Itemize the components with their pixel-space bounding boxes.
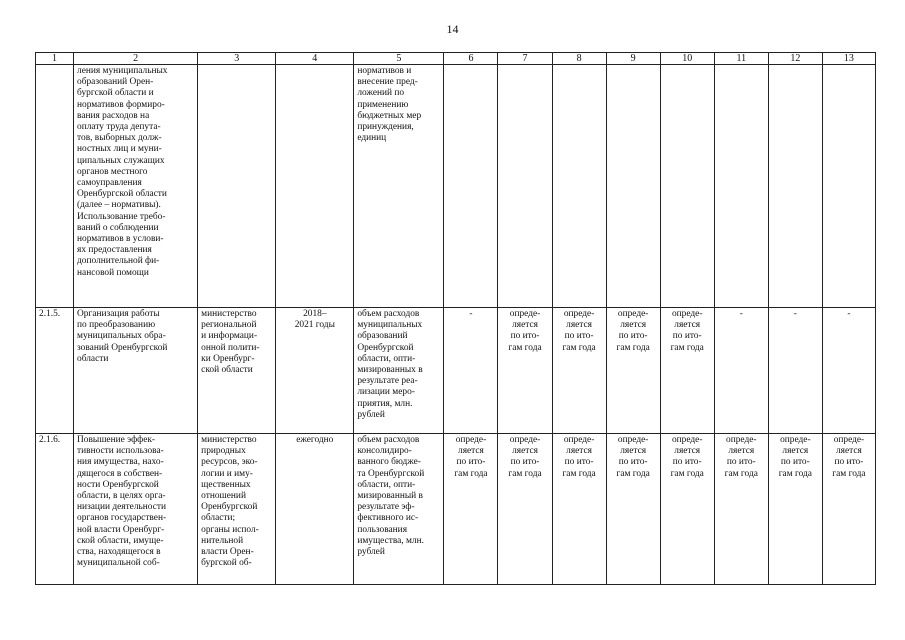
value-cell: опреде- ляется по ито- гам года [822, 434, 875, 585]
value-cell [552, 65, 606, 308]
value-cell: опреде- ляется по ито- гам года [444, 434, 498, 585]
column-number: 13 [822, 53, 875, 65]
page-number: 14 [446, 22, 459, 36]
indicator-cell: объем расходов муниципальных образований Оренбургской области, опти- мизированных в результате реа- лизации меро- приятия, млн. рублей [354, 308, 444, 434]
value-cell [498, 65, 552, 308]
value-cell: - [714, 308, 768, 434]
value-cell: опреде- ляется по ито- гам года [768, 434, 822, 585]
period-cell: ежегодно [276, 434, 354, 585]
value-cell: опреде- ляется по ито- гам года [498, 308, 552, 434]
column-number: 11 [714, 53, 768, 65]
value-cell [606, 65, 660, 308]
measure-name-cell: Организация работы по преобразованию муниципальных обра- зований Оренбургской области [74, 308, 198, 434]
column-number: 5 [354, 53, 444, 65]
value-cell: опреде- ляется по ито- гам года [552, 434, 606, 585]
column-number: 1 [36, 53, 74, 65]
table-row [36, 65, 876, 308]
table-row [36, 308, 876, 434]
value-cell: опреде- ляется по ито- гам года [660, 434, 714, 585]
value-cell: - [822, 308, 875, 434]
item-number-cell: 2.1.5. [36, 308, 74, 434]
value-cell: - [444, 308, 498, 434]
column-number: 2 [74, 53, 198, 65]
responsible-cell: министерство природных ресурсов, эко- логии и иму- щественных отношений Оренбургской области; органы испол- нительной власти Орен- бургской об- [198, 434, 276, 585]
item-number-cell [36, 65, 74, 308]
value-cell: опреде- ляется по ито- гам года [552, 308, 606, 434]
column-number-row [36, 53, 876, 65]
value-cell: опреде- ляется по ито- гам года [660, 308, 714, 434]
value-cell [660, 65, 714, 308]
value-cell [822, 65, 875, 308]
item-number-cell: 2.1.6. [36, 434, 74, 585]
column-number: 4 [276, 53, 354, 65]
value-cell [714, 65, 768, 308]
responsible-cell: министерство региональной и информаци- онной полити- ки Оренбург- ской области [198, 308, 276, 434]
indicator-cell: нормативов и внесение пред- ложений по применению бюджетных мер принуждения, единиц [354, 65, 444, 308]
responsible-cell [198, 65, 276, 308]
value-cell: - [768, 308, 822, 434]
column-number: 9 [606, 53, 660, 65]
period-cell: 2018– 2021 годы [276, 308, 354, 434]
column-number: 10 [660, 53, 714, 65]
measure-name-cell: Повышение эффек- тивности использова- ния имущества, нахо- дящегося в собствен- ности Оренбургской области, в целях орга- низации деятельности органов государствен- ной власти Оренбург- ской области, имуще- ства, находящегося в муниципальной соб- [74, 434, 198, 585]
value-cell [768, 65, 822, 308]
measure-name-cell: ления муниципальных образований Орен- бургской области и нормативов формиро- вания расходов на оплату труда депута- тов, выборных долж- ностных лиц и муни- ципальных служащих органов местного самоуправления Оренбургской области (далее – нормативы). Использование требо- ваний о соблюдении нормативов в услови- ях предоставления дополнительной фи- нансовой помощи [74, 65, 198, 308]
table-row [36, 434, 876, 585]
plan-table [35, 52, 876, 585]
column-number: 12 [768, 53, 822, 65]
value-cell: опреде- ляется по ито- гам года [714, 434, 768, 585]
value-cell: опреде- ляется по ито- гам года [606, 308, 660, 434]
value-cell [444, 65, 498, 308]
column-number: 6 [444, 53, 498, 65]
column-number: 8 [552, 53, 606, 65]
column-number: 3 [198, 53, 276, 65]
indicator-cell: объем расходов консолидиро- ванного бюдже- та Оренбургской области, опти- мизированный в результате эф- фективного ис- пользования имущества, млн. рублей [354, 434, 444, 585]
value-cell: опреде- ляется по ито- гам года [606, 434, 660, 585]
value-cell: опреде- ляется по ито- гам года [498, 434, 552, 585]
column-number: 7 [498, 53, 552, 65]
period-cell [276, 65, 354, 308]
